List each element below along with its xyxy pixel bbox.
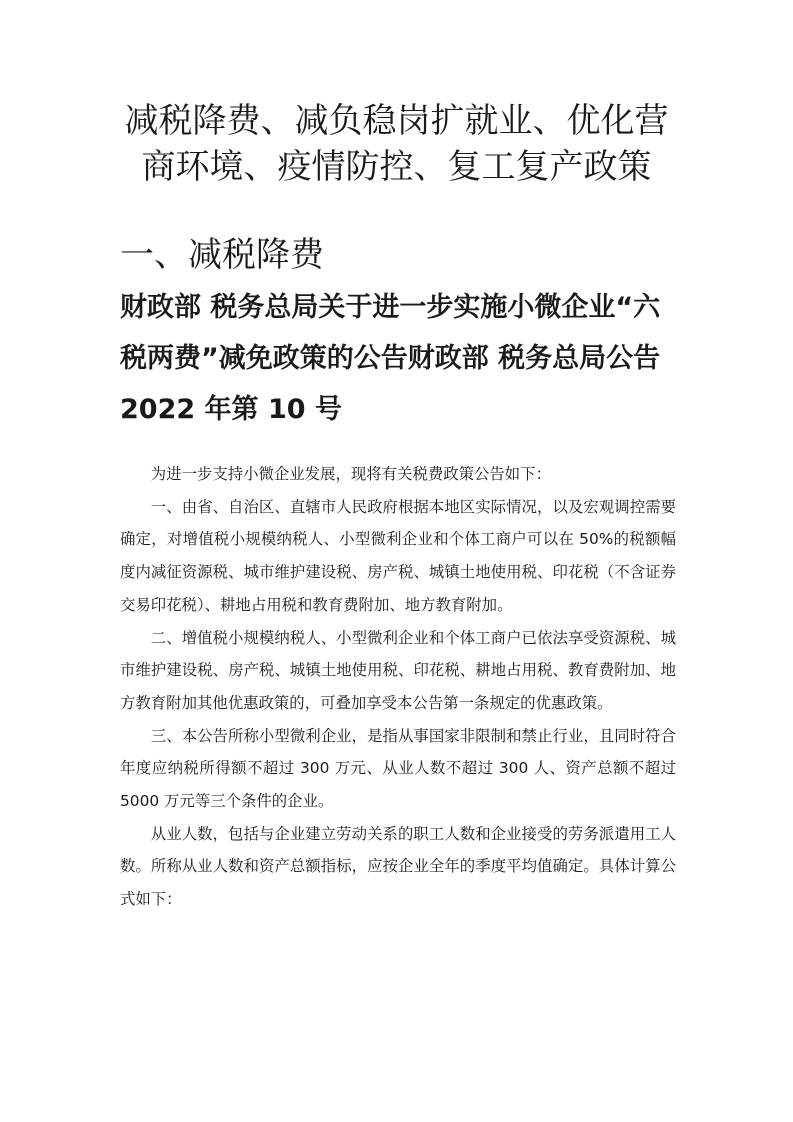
section-heading: 一、减税降费 [120, 235, 324, 275]
notice-title: 财政部 税务总局关于进一步实施小微企业“六税两费”减免政策的公告财政部 税务总局公告 2022 年第 10 号 [120, 292, 661, 425]
paragraph: 为进一步支持小微企业发展，现将有关税费政策公告如下： [150, 465, 551, 483]
paragraph: 三、本公告所称小型微利企业，是指从事国家非限制和禁止行业，且同时符合年度应纳税所得额不超过 300 万元、从业人数不超过 300 人、资产总额不超过 5000 万元等三个条件的企业。 [120, 726, 676, 811]
main-title: 减税降费、减负稳岗扩就业、优化营商环境、疫情防控、复工复产政策 [124, 101, 669, 187]
body-text [120, 458, 676, 916]
paragraph: 一、由省、自治区、直辖市人民政府根据本地区实际情况，以及宏观调控需要确定，对增值税小规模纳税人、小型微利企业和个体工商户可以在 50%的税额幅度内减征资源税、城市维护建设税、房产税、城镇土地使用税、印花税（不含证券交易印花税）、耕地占用税和教育费附加、地方教育附加。 [120, 497, 676, 614]
paragraph: 二、增值税小规模纳税人、小型微利企业和个体工商户已依法享受资源税、城市维护建设税、房产税、城镇土地使用税、印花税、耕地占用税、教育费附加、地方教育附加其他优惠政策的，可叠加享受本公告第一条规定的优惠政策。 [120, 628, 676, 712]
paragraph: 从业人数，包括与企业建立劳动关系的职工人数和企业接受的劳务派遣用工人数。所称从业人数和资产总额指标，应按企业全年的季度平均值确定。具体计算公式如下： [120, 824, 676, 909]
